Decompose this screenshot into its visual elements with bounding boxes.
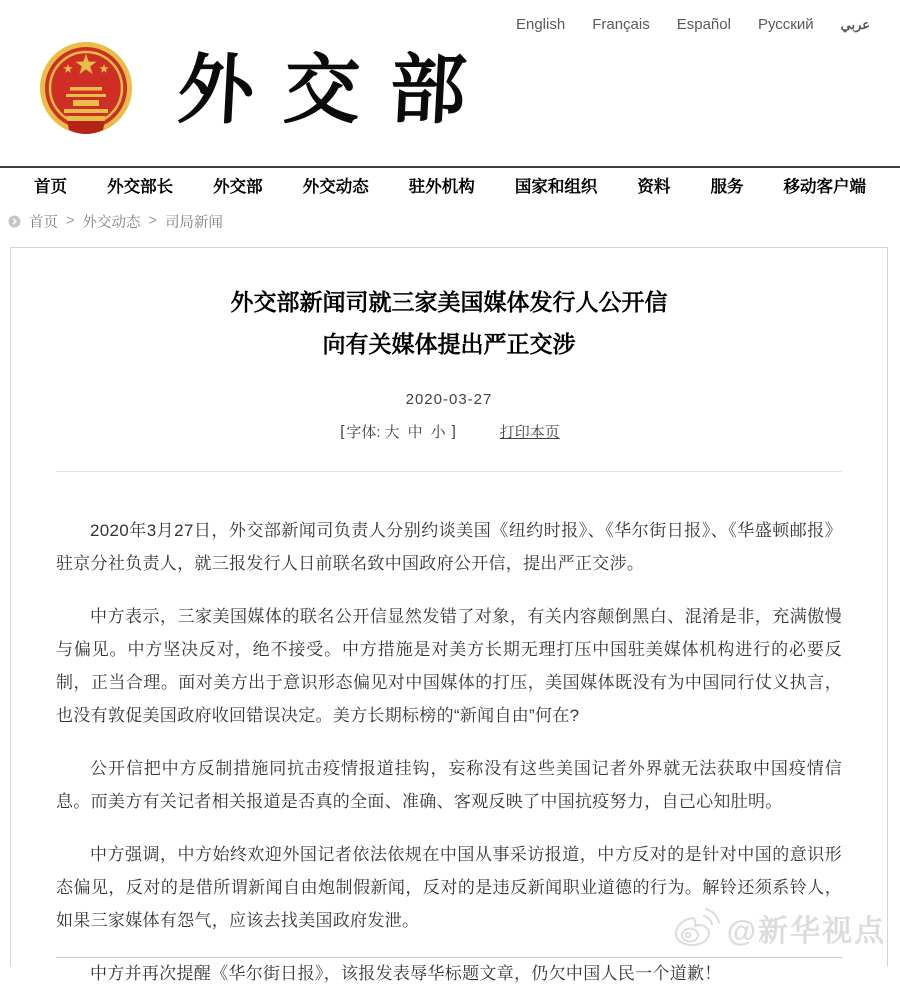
main-nav (0, 166, 900, 202)
breadcrumb-current-page[interactable]: 司局新闻 (164, 214, 223, 231)
paragraph: 2020年3月27日，外交部新闻司负责人分别约谈美国《纽约时报》、《华尔街日报》、《华盛顿邮报》驻京分社负责人，就三报发行人日前联名致中国政府公开信，提出严正交涉。 (56, 521, 842, 573)
paragraph: 公开信把中方反制措施同抗击疫情报道挂钩，妄称没有这些美国记者外界就无法获取中国疫情信息。而美方有关记者相关报道是否真的全面、准确、客观反映了中国抗疫努力，自己心知肚明。 (56, 759, 842, 811)
print-page-link[interactable]: 打印本页 (499, 424, 560, 441)
nav-item-mobile-client[interactable]: 移动客户端 (783, 178, 866, 196)
nav-item-home[interactable]: 首页 (34, 178, 67, 196)
site-header (0, 0, 900, 166)
header-divider (56, 471, 842, 472)
nav-item-ministry[interactable]: 外交部 (213, 178, 263, 196)
font-control-open: [ (340, 423, 345, 440)
nav-item-diplomatic-activities[interactable]: 外交动态 (302, 178, 369, 196)
language-bar (516, 16, 870, 33)
article-toolbar (56, 421, 842, 442)
article-body (56, 514, 842, 990)
breadcrumb-diplomatic-activities[interactable]: 外交动态 (82, 214, 141, 231)
lang-english[interactable]: English (515, 16, 566, 33)
article-date: 2020-03-27 (405, 391, 493, 408)
font-size-small-button[interactable]: 小 (430, 424, 446, 441)
paragraph: 中方强调，中方始终欢迎外国记者依法依规在中国从事采访报道，中方反对的是针对中国的意识形态偏见，反对的是借所谓新闻自由炮制假新闻，反对的是违反新闻职业道德的行为。解铃还须系铃人，如果三家媒体有怨气，应该去找美国政府发泄。 (56, 845, 842, 930)
lang-spanish[interactable]: Español (676, 16, 731, 33)
breadcrumb-separator: > (148, 213, 157, 229)
nav-item-foreign-minister[interactable]: 外交部长 (107, 178, 174, 196)
ministry-calligraphy: 外交部 (175, 45, 499, 134)
font-size-medium-button[interactable]: 中 (407, 424, 423, 441)
weibo-watermark-text: @新华视点 (726, 915, 886, 948)
paragraph: 中方表示，三家美国媒体的联名公开信显然发错了对象，有关内容颠倒黑白、混淆是非，充满傲慢与偏见。中方坚决反对，绝不接受。中方措施是对美方长期无理打压中国驻美媒体机构进行的必要反制，正当合理。面对美方出于意识形态偏见对中国媒体的打压，美国媒体既没有为中国同行仗义执言，也没有敦促美国政府收回错误决定。美方长期标榜的“新闻自由”何在? (56, 607, 842, 725)
article-title (56, 281, 842, 365)
article-title-line1: 外交部新闻司就三家美国媒体发行人公开信 (230, 289, 668, 315)
nav-item-resources[interactable]: 资料 (637, 178, 671, 196)
nav-item-services[interactable]: 服务 (710, 178, 744, 196)
site-logo[interactable] (36, 40, 499, 144)
breadcrumb-home[interactable]: 首页 (29, 214, 58, 231)
article-title-line2: 向有关媒体提出严正交涉 (322, 331, 576, 357)
font-control-close: ] (451, 423, 456, 440)
breadcrumb (0, 202, 900, 240)
breadcrumb-separator: > (66, 213, 75, 229)
breadcrumb-arrow-icon (8, 215, 21, 228)
article-panel (10, 247, 888, 983)
font-size-large-button[interactable]: 大 (384, 424, 400, 441)
footer-divider (56, 957, 842, 958)
font-control-label: 字体: (346, 424, 381, 441)
lang-arabic[interactable]: عربي (840, 16, 870, 32)
national-emblem-icon (36, 40, 136, 144)
lang-french[interactable]: Français (592, 16, 650, 33)
nav-item-countries-organizations[interactable]: 国家和组织 (514, 178, 598, 196)
nav-item-missions-abroad[interactable]: 驻外机构 (408, 178, 475, 196)
paragraph: 中方并再次提醒《华尔街日报》，该报发表辱华标题文章，仍欠中国人民一个道歉！ (90, 964, 722, 983)
lang-russian[interactable]: Русский (757, 16, 814, 33)
